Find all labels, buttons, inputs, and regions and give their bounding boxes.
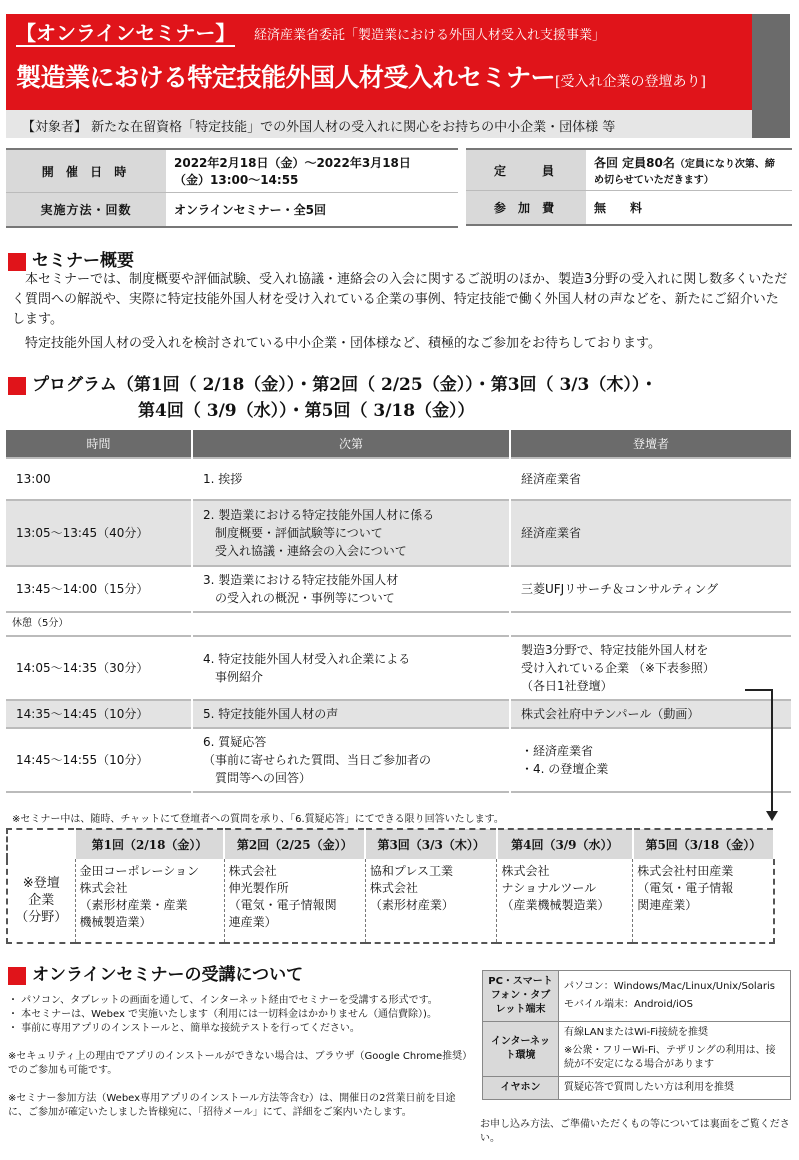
session-3-company: 協和プレス工業 株式会社 （素形材産業）	[365, 859, 497, 943]
list-item: ・ パソコン、タブレットの画面を通して、インターネット経由でセミナーを受講する形式です。	[8, 995, 438, 1006]
browser-note: ※セキュリティ上の理由でアプリのインストールができない場合は、ブラウザ（Google Chrome推奨）でのご参加も可能です。	[8, 1051, 473, 1076]
date-label: 開 催 日 時	[6, 149, 166, 193]
col-header-speaker: 登壇者	[510, 430, 791, 458]
companies-row-label: ※登壇 企業 （分野）	[7, 859, 75, 943]
overview-heading: セミナー概要	[8, 246, 134, 271]
capacity-value: 各回 定員80名（定員になり次第、締め切らせていただきます）	[586, 149, 792, 191]
session-5-company: 株式会社村田産業 （電気・電子情報 関連産業）	[637, 864, 734, 912]
list-item: ・ 事前に専用アプリのインストールと、簡単な接続テストを行ってください。	[8, 1023, 360, 1034]
invite-note: ※セミナー参加方法（Webex専用アプリのインストール方法等含む）は、開催日の2営業日前を目途に、ご参加が確定いたしました皆様宛に、「招待メール」にて、詳細をご案内いたします。	[8, 1093, 456, 1118]
target-audience: 【対象者】 新たな在留資格「特定技能」での外国人材の受入れに関心をお持ちの中小企業・団体様 等	[6, 110, 752, 138]
online-seminar-tag: 【オンラインセミナー】	[16, 21, 236, 45]
table-row: PC・スマートフォン・タブレット端末 パソコン：Windows/Mac/Linux/Unix/Solaris モバイル端末：Android/iOS	[483, 971, 791, 1022]
session-5-label: 第5回（3/18（金））	[633, 829, 774, 859]
overview-text	[12, 270, 790, 354]
table-row: イヤホン 質疑応答で質問したい方は利用を推奨	[483, 1077, 791, 1100]
table-row: 14:35～14:45（10分） 5. 特定技能外国人材の声 株式会社府中テンパール（動画）	[6, 700, 791, 728]
session-2-label: 第2回（2/25（金））	[224, 829, 365, 859]
session-3-label: 第3回（3/3（木））	[365, 829, 497, 859]
table-row: 14:45～14:55（10分） 6. 質疑応答 （事前に寄せられた質問、当日ご参加者の 質問等への回答） ・経済産業省 ・4. の登壇企業	[6, 728, 791, 792]
red-square-icon	[8, 967, 26, 985]
session-1-company: 金田コーポレーション 株式会社 （素形材産業・産業 機械製造業）	[75, 859, 224, 943]
capacity-fee-table	[466, 148, 792, 226]
arrow-line	[771, 689, 773, 813]
arrow-down-icon	[766, 811, 778, 821]
side-accent-bar	[752, 14, 790, 138]
header-banner	[6, 14, 752, 110]
session-1-label: 第1回（2/18（金））	[75, 829, 224, 859]
page-title: 製造業における特定技能外国人材受入れセミナー[受入れ企業の登壇あり]	[16, 63, 706, 92]
table-row: インターネット環境 有線LANまたはWi-Fi接続を推奨 ※公衆・フリーWi-Fi、テザリングの利用は、接続が不安定になる場合があります	[483, 1022, 791, 1077]
session-2-company: 株式会社 伸光製作所 （電気・電子情報関 連産業）	[224, 859, 365, 943]
red-square-icon	[8, 377, 26, 395]
program-table	[6, 430, 791, 793]
break-row: 休憩（5分）	[6, 612, 791, 636]
table-row: 14:05～14:35（30分） 4. 特定技能外国人材受入れ企業による 事例紹介 製造3分野で、特定技能外国人材を 受け入れている企業 （※下表参照） （各日1社登壇）	[6, 636, 791, 700]
method-value: オンラインセミナー・全5回	[174, 202, 326, 217]
fee-value: 無 料	[594, 200, 643, 215]
sponsor-line: 経済産業省委託「製造業における外国人材受入れ支援事業」	[254, 28, 606, 43]
overview-paragraph-1: 本セミナーでは、制度概要や評価試験、受入れ協議・連絡会の入会に関するご説明のほか、製造3分野の受入れに関し数多くいただく質問への解説や、実際に特定技能外国人材を受け入れている企業の事例、特定技能で働く外国人材の声などを、新たにご紹介いたします。	[12, 272, 788, 327]
method-label: 実施方法・回数	[6, 193, 166, 227]
fee-label: 参 加 費	[466, 191, 586, 225]
session-4-label: 第4回（3/9（水））	[497, 829, 633, 859]
table-row: 13:00 1. 挨拶 経済産業省	[6, 458, 791, 500]
chat-note: ※セミナー中は、随時、チャットにて登壇者への質問を承り、「6.質疑応答」にてできる限り回答いたします。	[12, 814, 504, 825]
capacity-label: 定 員	[466, 149, 586, 191]
red-square-icon	[8, 253, 26, 271]
col-header-time: 時間	[6, 430, 192, 458]
table-row: 13:05～13:45（40分） 2. 製造業における特定技能外国人材に係る 制度概要・評価試験等について 受入れ協議・連絡会の入会について 経済産業省	[6, 500, 791, 566]
session-4-company: 株式会社 ナショナルツール （産業機械製造業）	[497, 859, 633, 943]
overview-paragraph-2: 特定技能外国人材の受入れを検討されている中小企業・団体様など、積極的なご参加をお待ちしております。	[25, 336, 661, 351]
environment-table	[482, 970, 791, 1100]
date-value: 2022年2月18日（金）～2022年3月18日 （金）13:00～14:55	[166, 149, 458, 193]
col-header-agenda: 次第	[192, 430, 510, 458]
online-instructions	[8, 994, 474, 1120]
table-row: 13:45～14:00（15分） 3. 製造業における特定技能外国人材 の受入れの概況・事例等について 三菱UFJリサーチ＆コンサルティング	[6, 566, 791, 612]
program-heading: プログラム（第1回（ 2/18（金））・第2回（ 2/25（金））・第3回（ 3/3（木））・ 第4回（ 3/9（水））・第5回（ 3/18（金））	[8, 372, 788, 424]
footer-note: お申し込み方法、ご準備いただくもの等については裏面をご覧ください。	[480, 1119, 790, 1144]
event-info-table	[6, 148, 458, 228]
online-heading: オンラインセミナーの受講について	[8, 960, 303, 985]
arrow-line	[745, 689, 773, 691]
speaker-companies-table	[6, 828, 775, 944]
list-item: ・ 本セミナーは、Webex で実施いたします（利用には一切料金はかかりません（通信費除）)。	[8, 1009, 437, 1020]
title-suffix: [受入れ企業の登壇あり]	[555, 74, 706, 90]
